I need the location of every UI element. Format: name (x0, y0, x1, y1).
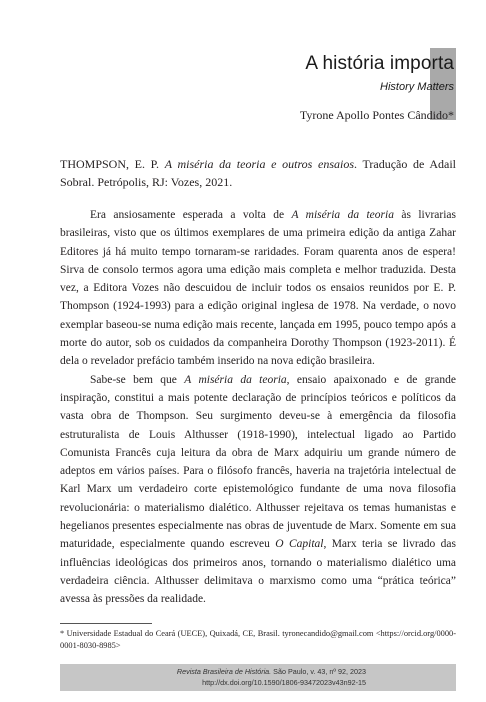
paragraph-2: Sabe-se bem que A miséria da teoria, ensaio apaixonado e de grande inspiração, constitui a mais potente declaração de princípios teóricos e políticos da vasta obra de Thompson. Seu surgimento deveu-se à emergência da filosofia estruturalista de Louis Althusser (1918-1990), intelectual ligado ao Partido Comunista Francês cuja leitura da obra de Marx adquiriu um grande número de adeptos em vários países. Para o filósofo francês, haveria na trajetória intelectual de Karl Marx um verdadeiro corte epistemológico fundante de uma nova filosofia revolucionária: o materialismo dialético. Althusser rejeitava os temas humanistas e hegelianos presentes especialmente nas obras de juventude de Marx. Somente em sua maturidade, especialmente quando escreveu O Capital, Marx teria se livrado das influências ideológicas dos primeiros anos, tornando o materialismo dialético uma verdadeira ciência. Althusser delimitava o marxismo como uma “prática teórica” avessa às pressões da realidade. (60, 373, 457, 606)
article-body (60, 206, 456, 609)
article-subtitle: History Matters (380, 81, 454, 93)
footnote: * Universidade Estadual do Ceará (UECE), Quixadá, CE, Brasil. tyronecandido@gmail.com <https://orcid.org/0000-0001-8030-8985> (60, 629, 456, 650)
paragraph-1: Era ansiosamente esperada a volta de A miséria da teoria às livrarias brasileiras, visto que os últimos exemplares de uma primeira edição da antiga Zahar Editores já há muito tempo tornaram-se raridades. Foram quarenta anos de espera! Sirva de consolo termos agora uma edição mais completa e melhor traduzida. Desta vez, a Editora Vozes não descuidou de incluir todos os ensaios reunidos por E. P. Thompson (1924-1993) para a edição original inglesa de 1978. Na verdade, o novo exemplar baseou-se numa edição mais recente, lançada em 1995, pouco tempo após a morte do autor, sob os cuidados da companheira Dorothy Thompson (1923-2011). É dela o revelador prefácio também inserido na nova edição brasileira. (60, 209, 457, 368)
journal-footer (60, 664, 456, 691)
journal-citation: Revista Brasileira de História. São Paulo, v. 43, nº 92, 2023 (176, 667, 366, 676)
book-citation: THOMPSON, E. P. A miséria da teoria e outros ensaios. Tradução de Adail Sobral. Petrópolis, RJ: Vozes, 2021. (60, 157, 456, 189)
footnote-divider (60, 623, 152, 624)
doi-link[interactable]: http://dx.doi.org/10.1590/1806-93472023v43n92-15 (202, 677, 366, 687)
author-name: Tyrone Apollo Pontes Cândido* (299, 108, 454, 122)
article-title: A história importa (305, 53, 454, 74)
